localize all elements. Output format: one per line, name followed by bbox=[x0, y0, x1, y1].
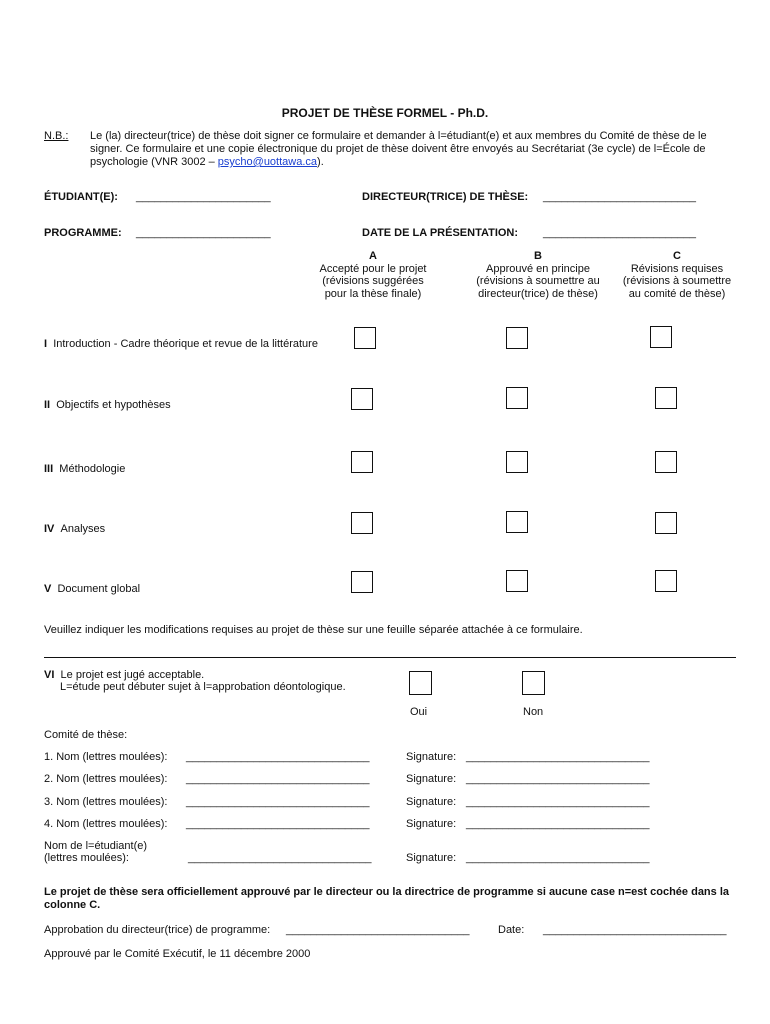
column-line: au comité de thèse) bbox=[628, 287, 726, 300]
section-row-2 bbox=[44, 399, 171, 411]
section-1-checkbox-c[interactable] bbox=[650, 326, 672, 348]
email-link[interactable]: psycho@uottawa.ca bbox=[217, 156, 318, 168]
vi-text-1: Le projet est jugé acceptable. bbox=[60, 669, 205, 681]
non-label: Non bbox=[523, 706, 544, 718]
student-name-label-1: Nom de l=étudiant(e) bbox=[44, 840, 148, 852]
section-5-checkbox-a[interactable] bbox=[351, 571, 373, 593]
section-vi-line-1 bbox=[44, 669, 204, 681]
divider bbox=[44, 657, 736, 658]
programme-field[interactable]: ______________________ bbox=[136, 227, 271, 239]
programme-label: PROGRAMME: bbox=[44, 227, 122, 239]
modifications-note: Veuillez indiquer les modifications requises au projet de thèse sur une feuille séparée attachée à ce formulaire. bbox=[44, 624, 583, 636]
section-2-checkbox-b[interactable] bbox=[506, 387, 528, 409]
section-2-checkbox-a[interactable] bbox=[351, 388, 373, 410]
student-signature-field[interactable]: ______________________________ bbox=[466, 852, 650, 864]
section-number: V bbox=[44, 583, 52, 595]
section-3-checkbox-a[interactable] bbox=[351, 451, 373, 473]
section-4-checkbox-a[interactable] bbox=[351, 512, 373, 534]
member-4-name-field[interactable]: ______________________________ bbox=[186, 818, 370, 830]
approbation-label: Approbation du directeur(trice) de programme: bbox=[44, 924, 271, 936]
section-1-checkbox-b[interactable] bbox=[506, 327, 528, 349]
member-3-signature-field[interactable]: ______________________________ bbox=[466, 796, 650, 808]
section-number: IV bbox=[44, 523, 55, 535]
approbation-field[interactable]: ______________________________ bbox=[286, 924, 470, 936]
member-2-label: 2. Nom (lettres moulées): bbox=[44, 773, 168, 785]
section-3-checkbox-c[interactable] bbox=[655, 451, 677, 473]
column-line: Approuvé en principe bbox=[486, 262, 590, 275]
approbation-date-label: Date: bbox=[498, 924, 525, 936]
member-4-label: 4. Nom (lettres moulées): bbox=[44, 818, 168, 830]
section-label: Objectifs et hypothèses bbox=[56, 399, 171, 411]
section-number: I bbox=[44, 338, 48, 350]
student-name-label-2: (lettres moulées): bbox=[44, 852, 129, 864]
etudiant-label: ÉTUDIANT(E): bbox=[44, 191, 118, 203]
column-line: pour la thèse finale) bbox=[324, 287, 422, 300]
member-1-signature-label: Signature: bbox=[406, 751, 457, 763]
directeur-label: DIRECTEUR(TRICE) DE THÈSE: bbox=[362, 191, 529, 203]
directeur-field[interactable]: _________________________ bbox=[543, 191, 696, 203]
member-3-label: 3. Nom (lettres moulées): bbox=[44, 796, 168, 808]
section-5-checkbox-b[interactable] bbox=[506, 570, 528, 592]
section-row-4 bbox=[44, 523, 105, 535]
date-presentation-label: DATE DE LA PRÉSENTATION: bbox=[362, 227, 519, 239]
section-row-1 bbox=[44, 338, 318, 350]
section-5-checkbox-c[interactable] bbox=[655, 570, 677, 592]
member-2-signature-label: Signature: bbox=[406, 773, 457, 785]
section-label: Introduction - Cadre théorique et revue de la littérature bbox=[53, 338, 318, 350]
footer-approval: Approuvé par le Comité Exécutif, le 11 décembre 2000 bbox=[44, 948, 311, 960]
section-label: Analyses bbox=[60, 523, 106, 535]
nb-text bbox=[90, 130, 740, 169]
section-number: VI bbox=[44, 669, 55, 681]
comite-heading: Comité de thèse: bbox=[44, 729, 128, 741]
vi-oui-checkbox[interactable] bbox=[409, 671, 432, 695]
nb-label: N.B.: bbox=[44, 130, 69, 142]
section-2-checkbox-c[interactable] bbox=[655, 387, 677, 409]
section-number: II bbox=[44, 399, 51, 411]
member-2-name-field[interactable]: ______________________________ bbox=[186, 773, 370, 785]
member-1-signature-field[interactable]: ______________________________ bbox=[466, 751, 650, 763]
member-4-signature-label: Signature: bbox=[406, 818, 457, 830]
column-letter: A bbox=[369, 250, 377, 262]
section-label: Document global bbox=[57, 583, 141, 595]
column-b-header bbox=[467, 250, 609, 300]
final-note: Le projet de thèse sera officiellement approuvé par le directeur ou la directrice de programme si aucune case n=est cochée dans la colonne C. bbox=[44, 886, 730, 911]
member-3-name-field[interactable]: ______________________________ bbox=[186, 796, 370, 808]
oui-label: Oui bbox=[410, 706, 428, 718]
column-line: Révisions requises bbox=[630, 262, 724, 275]
section-4-checkbox-c[interactable] bbox=[655, 512, 677, 534]
section-3-checkbox-b[interactable] bbox=[506, 451, 528, 473]
nb-text-end: ). bbox=[317, 156, 324, 168]
section-1-checkbox-a[interactable] bbox=[354, 327, 376, 349]
section-row-5 bbox=[44, 583, 140, 595]
page-title: PROJET DE THÈSE FORMEL - Ph.D. bbox=[281, 106, 489, 120]
nb-text-body: Le (la) directeur(trice) de thèse doit signer ce formulaire et demander à l=étudiant(e) et aux membres du Comité de thèse de le signer. Ce formulaire et une copie électronique du projet de thèse doivent être envoyés au Secrétariat (3e cycle) de l=École de psychologie (VNR 3002 – bbox=[90, 130, 707, 168]
member-3-signature-label: Signature: bbox=[406, 796, 457, 808]
vi-non-checkbox[interactable] bbox=[522, 671, 545, 695]
member-2-signature-field[interactable]: ______________________________ bbox=[466, 773, 650, 785]
etudiant-field[interactable]: ______________________ bbox=[136, 191, 271, 203]
column-a-header bbox=[303, 250, 443, 300]
member-1-name-field[interactable]: ______________________________ bbox=[186, 751, 370, 763]
column-letter: C bbox=[673, 250, 681, 262]
column-line: Accepté pour le projet bbox=[319, 262, 427, 275]
student-name-field[interactable]: ______________________________ bbox=[188, 852, 372, 864]
section-row-3 bbox=[44, 463, 125, 475]
column-line: (révisions à soumettre au bbox=[476, 275, 600, 287]
column-line: (révisions à soumettre bbox=[622, 275, 732, 287]
date-presentation-field[interactable]: _________________________ bbox=[543, 227, 696, 239]
approbation-date-field[interactable]: ______________________________ bbox=[543, 924, 727, 936]
vi-text-2: L=étude peut débuter sujet à l=approbation déontologique. bbox=[60, 681, 346, 693]
member-4-signature-field[interactable]: ______________________________ bbox=[466, 818, 650, 830]
section-number: III bbox=[44, 463, 54, 475]
column-line: directeur(trice) de thèse) bbox=[478, 287, 598, 300]
section-4-checkbox-b[interactable] bbox=[506, 511, 528, 533]
member-1-label: 1. Nom (lettres moulées): bbox=[44, 751, 168, 763]
section-label: Méthodologie bbox=[59, 463, 126, 475]
column-letter: B bbox=[534, 250, 542, 262]
column-c-header bbox=[607, 250, 747, 300]
column-line: (révisions suggérées bbox=[322, 275, 424, 287]
student-signature-label: Signature: bbox=[406, 852, 457, 864]
